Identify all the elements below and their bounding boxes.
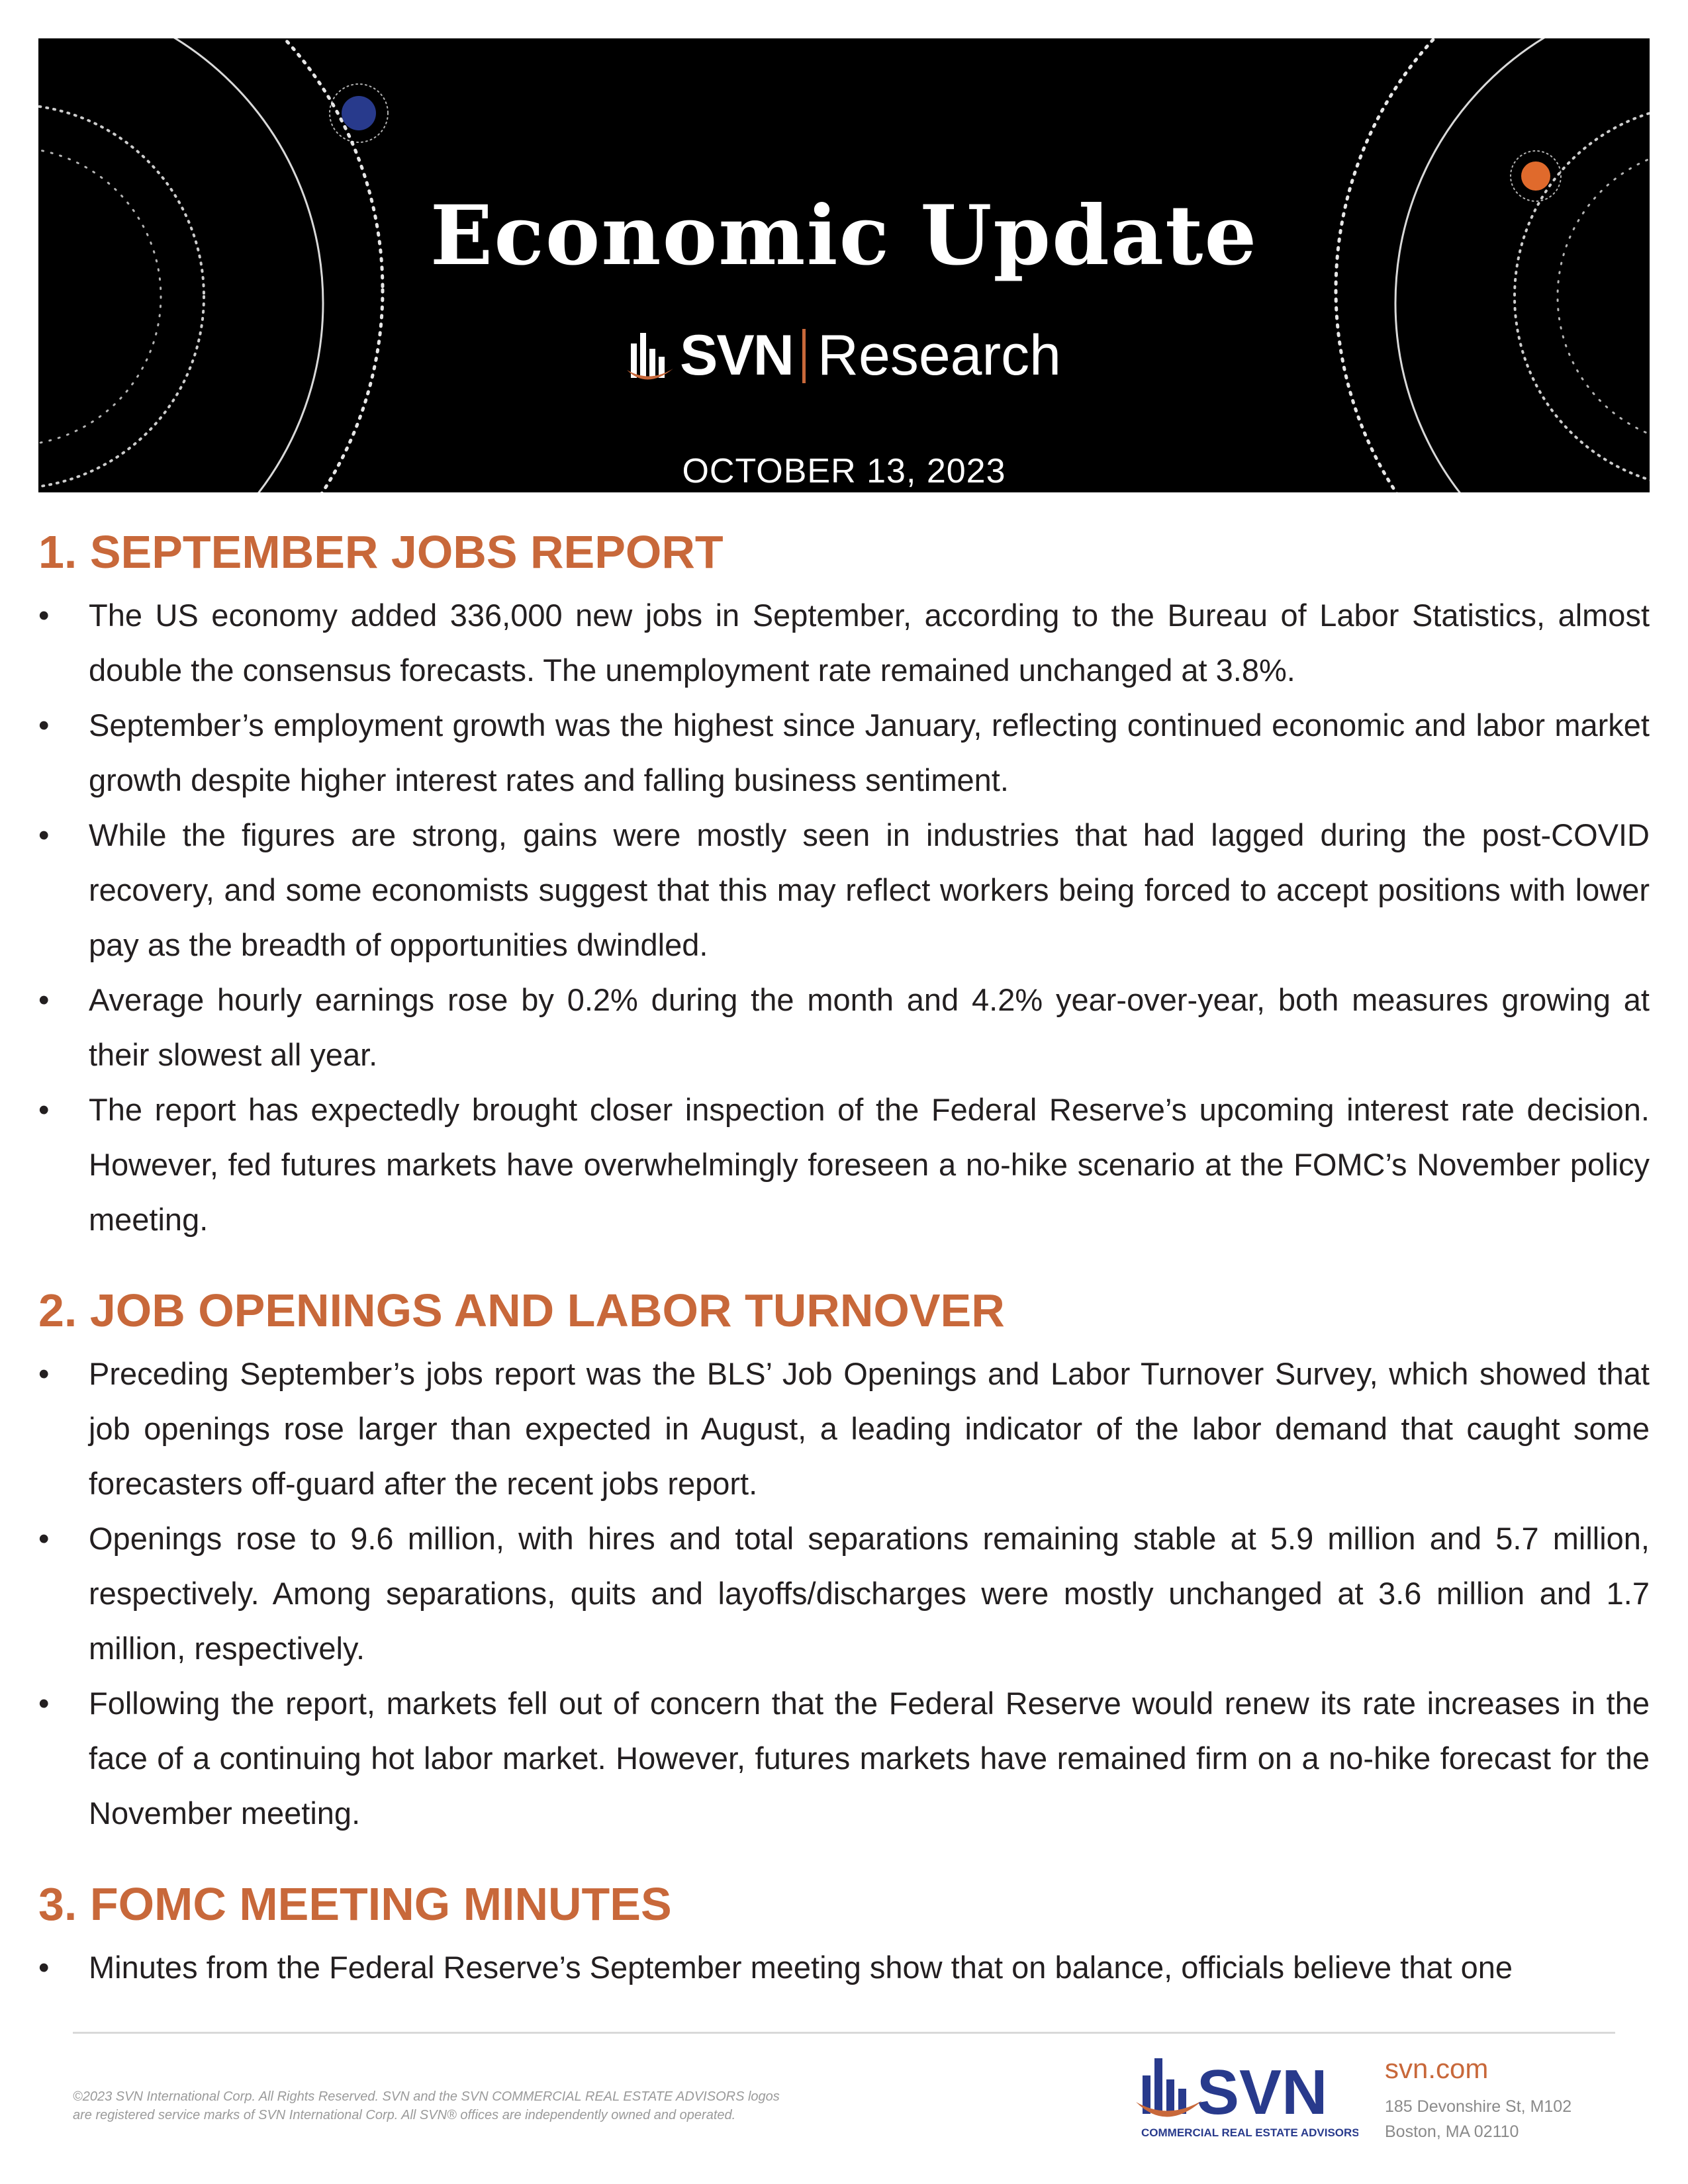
bullet-icon: • xyxy=(38,707,50,743)
svn-research-brand xyxy=(38,323,1650,388)
svg-text:COMMERCIAL REAL ESTATE ADVISOR: COMMERCIAL REAL ESTATE ADVISORS xyxy=(1141,2126,1358,2139)
jobs-report-bullets xyxy=(38,588,1650,1247)
bullet-icon: • xyxy=(38,1521,50,1556)
brand-svn-label: SVN xyxy=(680,324,793,387)
bullet-icon: • xyxy=(38,982,50,1017)
svn-logo xyxy=(1133,2049,1358,2145)
section-heading-fomc-minutes: 3. FOMC MEETING MINUTES xyxy=(38,1878,672,1930)
svg-text:SVN: SVN xyxy=(1197,2057,1328,2128)
bullet-icon: • xyxy=(38,1950,50,1985)
brand-divider xyxy=(802,329,806,383)
section-heading-jobs-report: 1. SEPTEMBER JOBS REPORT xyxy=(38,526,724,578)
section-heading-job-openings: 2. JOB OPENINGS AND LABOR TURNOVER xyxy=(38,1285,1005,1336)
fomc-minutes-bullets xyxy=(38,1940,1650,1995)
footer-divider xyxy=(73,2032,1615,2034)
list-item: • Average hourly earnings rose by 0.2% during the month and 4.2% year-over-year, both measures growing at their slowest all year. xyxy=(38,972,1650,1082)
website-link[interactable]: svn.com xyxy=(1385,2053,1489,2084)
section-spacer xyxy=(38,1247,1650,1275)
header-banner xyxy=(38,38,1650,492)
list-item: • Openings rose to 9.6 million, with hires and total separations remaining stable at 5.9 million and 5.7 million, respectively. Among separations, quits and layoffs/discharges were mostly unchanged at 3.6 million and 1.7 million, respectively. xyxy=(38,1511,1650,1676)
banner-title: Economic Update xyxy=(430,188,1258,284)
list-item: • September’s employment growth was the highest since January, reflecting continued economic and labor market growth despite higher interest rates and falling business sentiment. xyxy=(38,698,1650,807)
brand-research-label: Research xyxy=(817,324,1061,387)
bullet-icon: • xyxy=(38,1092,50,1127)
report-body xyxy=(38,516,1650,1995)
list-item: • Preceding September’s jobs report was the BLS’ Job Openings and Labor Turnover Survey, which showed that job openings rose larger than expected in August, a leading indicator of the labor demand that caught some forecasters off-guard after the recent jobs report. xyxy=(38,1346,1650,1511)
footer-contact xyxy=(1385,2050,1571,2144)
copyright-notice: ©2023 SVN International Corp. All Rights Reserved. SVN and the SVN COMMERCIAL REAL ESTATE ADVISORS logos are registered service marks of SVN International Corp. All SVN® offices are independently owned and operated. xyxy=(73,2089,780,2122)
list-item: • The report has expectedly brought closer inspection of the Federal Reserve’s upcoming interest rate decision. However, fed futures markets have overwhelmingly foreseen a no-hike scenario at the FOMC’s November policy meeting. xyxy=(38,1082,1650,1247)
list-item: • The US economy added 336,000 new jobs in September, according to the Bureau of Labor Statistics, almost double the consensus forecasts. The unemployment rate remained unchanged at 3.8%. xyxy=(38,588,1650,698)
list-item: • Minutes from the Federal Reserve’s September meeting show that on balance, officials believe that one xyxy=(38,1940,1650,1995)
list-item: • While the figures are strong, gains were mostly seen in industries that had lagged during the post-COVID recovery, and some economists suggest that this may reflect workers being forced to accept positions with lower pay as the breadth of opportunities dwindled. xyxy=(38,807,1650,972)
report-date: OCTOBER 13, 2023 xyxy=(682,452,1006,490)
svn-bars-icon xyxy=(627,329,673,383)
svn-logo-icon xyxy=(1133,2049,1358,2142)
list-item: • Following the report, markets fell out of concern that the Federal Reserve would renew its rate increases in the face of a continuing hot labor market. However, futures markets have remained firm on a no-hike forecast for the November meeting. xyxy=(38,1676,1650,1841)
office-address: 185 Devonshire St, M102 Boston, MA 02110 xyxy=(1385,2097,1572,2141)
bullet-icon: • xyxy=(38,1686,50,1721)
bullet-icon: • xyxy=(38,817,50,852)
bullet-icon: • xyxy=(38,1356,50,1391)
job-openings-bullets xyxy=(38,1346,1650,1841)
section-spacer xyxy=(38,1841,1650,1868)
bullet-icon: • xyxy=(38,598,50,633)
